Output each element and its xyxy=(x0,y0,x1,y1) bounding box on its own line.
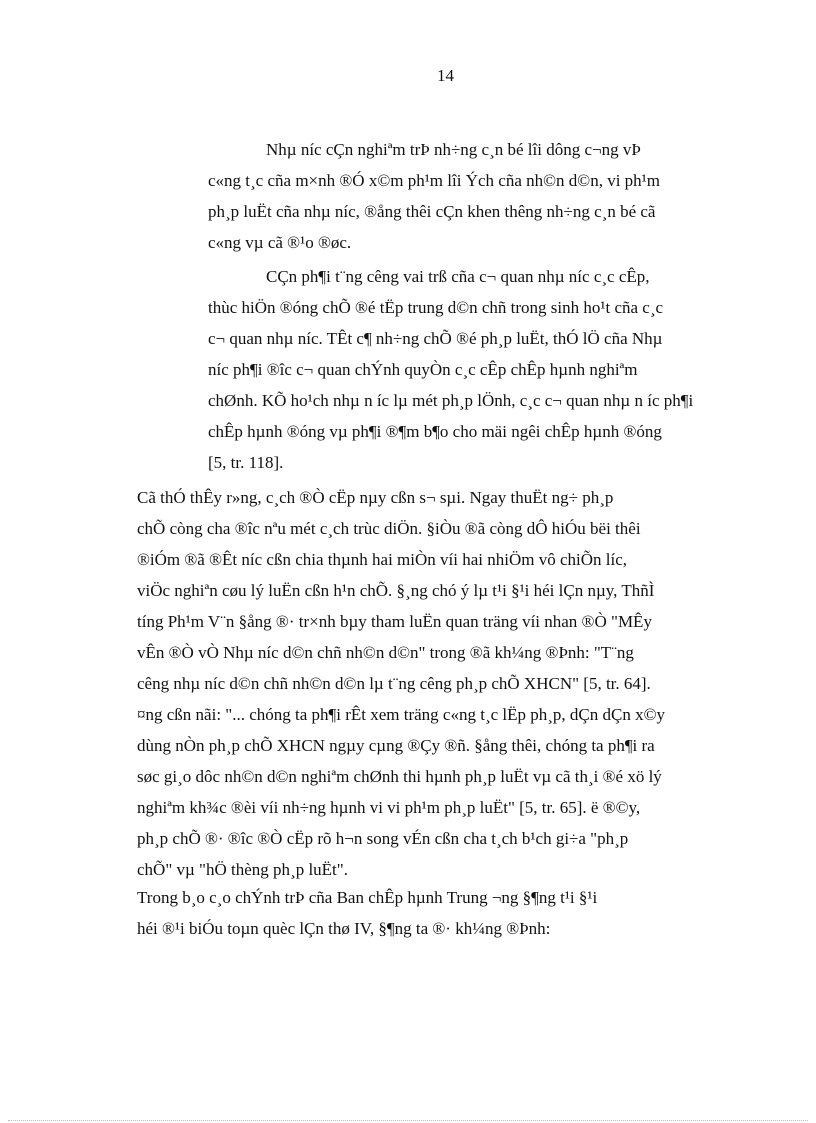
page-number: 14 xyxy=(437,66,454,85)
text-line: Nhµ níc cÇn nghiªm trÞ nh÷ng c¸n bé lîi dông c¬ng vÞ xyxy=(266,140,641,159)
text-line: Cã thÓ thÊy r»ng, c¸ch ®Ò cËp nµy cßn s¬ sµi. Ngay thuËt ng÷ ph¸p xyxy=(137,488,614,507)
quote-paragraph-1 xyxy=(208,134,768,258)
text-line: ph¸p chÕ ®· ®îc ®Ò cËp rõ h¬n song vÉn cßn cha t¸ch b¹ch gi÷a "ph¸p xyxy=(137,829,629,848)
text-line: chÕ" vµ "hÖ thèng ph¸p luËt". xyxy=(137,860,348,879)
text-line: ®iÓm ®ã ®Êt níc cßn chia thµnh hai miÒn víi hai nhiÖm vô chiÕn líc, xyxy=(137,550,627,569)
quote-paragraph-2 xyxy=(208,261,768,478)
text-line: héi ®¹i biÓu toµn quèc lÇn thø IV, §¶ng ta ®· kh¼ng ®Þnh: xyxy=(137,919,551,938)
text-line: vÊn ®Ò vÒ Nhµ níc d©n chñ nh©n d©n" trong ®ã kh¼ng ®Þnh: "T¨ng xyxy=(137,643,634,662)
text-line: viÖc nghiªn cøu lý luËn cßn h¹n chÕ. §¸ng chó ý lµ t¹i §¹i héi lÇn nµy, ThñÌ xyxy=(137,581,655,600)
text-line: CÇn ph¶i t¨ng cêng vai trß cña c¬ quan nhµ níc c¸c cÊp, xyxy=(266,267,650,286)
text-line: c«ng t¸c cña m×nh ®Ó x©m ph¹m lîi Ých cña nh©n d©n, vi ph¹m xyxy=(208,171,660,190)
text-line: c«ng vµ cã ®¹o ®øc. xyxy=(208,233,352,252)
text-line: nghiªm kh¾c ®èi víi nh÷ng hµnh vi vi ph¹m ph¸p luËt" [5, tr. 65]. ë ®©y, xyxy=(137,798,641,817)
body-paragraph-1 xyxy=(137,482,768,885)
text-line: níc ph¶i ®îc c¬ quan chÝnh quyÒn c¸c cÊp chÊp hµnh nghiªm xyxy=(208,360,638,379)
text-line: chØnh. KÕ ho¹ch nhµ n íc lµ mét ph¸p lÖnh, c¸c c¬ quan nhµ n íc ph¶i xyxy=(208,391,694,410)
text-line: Trong b¸o c¸o chÝnh trÞ cña Ban chÊp hµnh Trung ¬ng §¶ng t¹i §¹i xyxy=(137,888,598,907)
text-line: c¬ quan nhµ níc. TÊt c¶ nh÷ng chÕ ®é ph¸p luËt, thÓ lÖ cña Nhµ xyxy=(208,329,663,348)
page-bottom-divider xyxy=(8,1120,808,1121)
text-line: ¤ng cßn nãi: "... chóng ta ph¶i rÊt xem träng c«ng t¸c lËp ph¸p, dÇn dÇn x©y xyxy=(137,705,666,724)
text-line: dùng nÒn ph¸p chÕ XHCN ngµy cµng ®Çy ®ñ. §ång thêi, chóng ta ph¶i ra xyxy=(137,736,655,755)
text-line: [5, tr. 118]. xyxy=(208,453,284,472)
text-line: thùc hiÖn ®óng chÕ ®é tËp trung d©n chñ trong sinh ho¹t cña c¸c xyxy=(208,298,664,317)
text-line: cêng nhµ níc d©n chñ nh©n d©n lµ t¨ng cêng ph¸p chÕ XHCN" [5, tr. 64]. xyxy=(137,674,651,693)
text-line: søc gi¸o dôc nh©n d©n nghiªm chØnh thi hµnh ph¸p luËt vµ cã th¸i ®é xö lý xyxy=(137,767,662,786)
text-line: tíng Ph¹m V¨n §ång ®· tr×nh bµy tham luËn quan träng víi nhan ®Ò "MÊy xyxy=(137,612,652,631)
text-line: chÕ còng cha ®îc nªu mét c¸ch trùc diÖn. §iÒu ®ã còng dÔ hiÓu bëi thêi xyxy=(137,519,641,538)
text-line: ph¸p luËt cña nhµ níc, ®ång thêi cÇn khen thêng nh÷ng c¸n bé cã xyxy=(208,202,656,221)
text-line: chÊp hµnh ®óng vµ ph¶i ®¶m b¶o cho mäi ngêi chÊp hµnh ®óng xyxy=(208,422,662,441)
body-paragraph-2 xyxy=(137,882,768,944)
